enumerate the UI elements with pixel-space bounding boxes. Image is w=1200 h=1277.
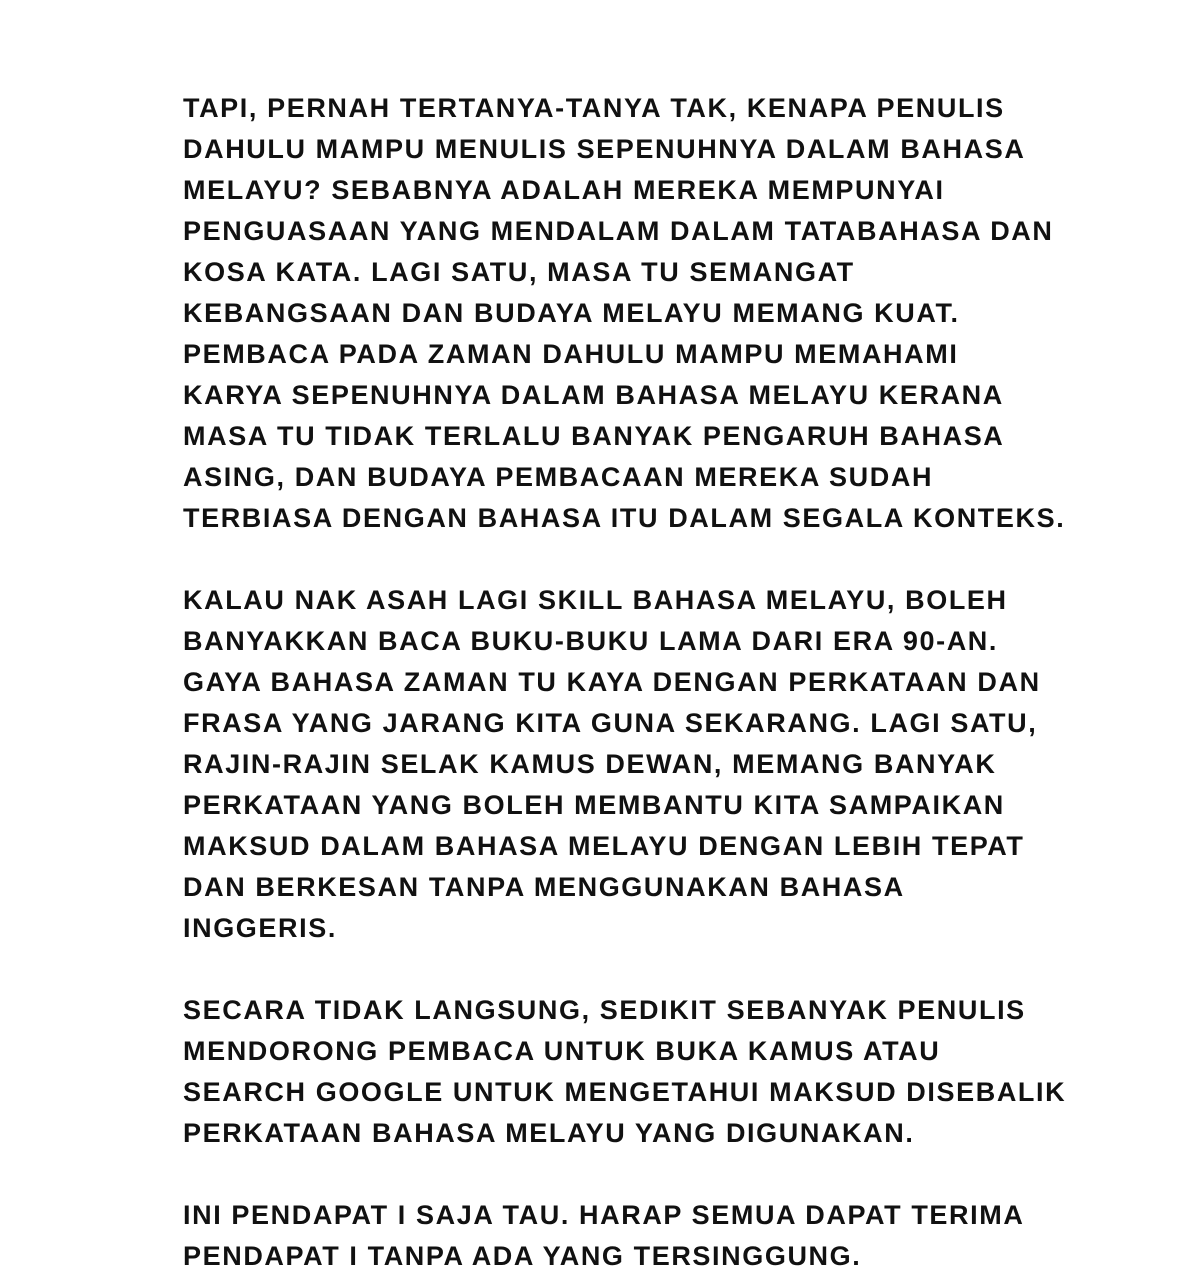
text-line: INI PENDAPAT I SAJA TAU. HARAP SEMUA DAPAT TERIMA: [183, 1200, 1025, 1230]
text-line: PENDAPAT I TANPA ADA YANG TERSINGGUNG.: [183, 1241, 862, 1271]
text-body: [183, 88, 1083, 1277]
text-line: PEMBACA PADA ZAMAN DAHULU MAMPU MEMAHAMI: [183, 339, 959, 369]
text-line: KEBANGSAAN DAN BUDAYA MELAYU MEMANG KUAT.: [183, 298, 960, 328]
text-line: DAN BERKESAN TANPA MENGGUNAKAN BAHASA: [183, 872, 905, 902]
paragraph-3: [183, 990, 1083, 1154]
paragraph-2: [183, 580, 1083, 949]
text-line: MENDORONG PEMBACA UNTUK BUKA KAMUS ATAU: [183, 1036, 941, 1066]
text-line: ASING, DAN BUDAYA PEMBACAAN MEREKA SUDAH: [183, 462, 934, 492]
text-line: DAHULU MAMPU MENULIS SEPENUHNYA DALAM BAHASA: [183, 134, 1026, 164]
paragraph-1: [183, 88, 1083, 539]
text-line: MELAYU? SEBABNYA ADALAH MEREKA MEMPUNYAI: [183, 175, 945, 205]
text-line: KARYA SEPENUHNYA DALAM BAHASA MELAYU KERANA: [183, 380, 1004, 410]
paragraph-4: [183, 1195, 1083, 1277]
text-line: SECARA TIDAK LANGSUNG, SEDIKIT SEBANYAK PENULIS: [183, 995, 1026, 1025]
text-line: RAJIN-RAJIN SELAK KAMUS DEWAN, MEMANG BANYAK: [183, 749, 997, 779]
text-line: TAPI, PERNAH TERTANYA-TANYA TAK, KENAPA PENULIS: [183, 93, 1005, 123]
text-line: PENGUASAAN YANG MENDALAM DALAM TATABAHASA DAN: [183, 216, 1054, 246]
text-line: KALAU NAK ASAH LAGI SKILL BAHASA MELAYU, BOLEH: [183, 585, 1008, 615]
text-line: GAYA BAHASA ZAMAN TU KAYA DENGAN PERKATAAN DAN: [183, 667, 1041, 697]
text-line: PERKATAAN YANG BOLEH MEMBANTU KITA SAMPAIKAN: [183, 790, 1005, 820]
text-line: MAKSUD DALAM BAHASA MELAYU DENGAN LEBIH TEPAT: [183, 831, 1025, 861]
text-line: KOSA KATA. LAGI SATU, MASA TU SEMANGAT: [183, 257, 855, 287]
text-line: PERKATAAN BAHASA MELAYU YANG DIGUNAKAN.: [183, 1118, 915, 1148]
text-line: INGGERIS.: [183, 913, 337, 943]
text-line: FRASA YANG JARANG KITA GUNA SEKARANG. LAGI SATU,: [183, 708, 1038, 738]
text-line: BANYAKKAN BACA BUKU-BUKU LAMA DARI ERA 90-AN.: [183, 626, 999, 656]
text-line: TERBIASA DENGAN BAHASA ITU DALAM SEGALA KONTEKS.: [183, 503, 1066, 533]
text-line: SEARCH GOOGLE UNTUK MENGETAHUI MAKSUD DISEBALIK: [183, 1077, 1067, 1107]
text-line: MASA TU TIDAK TERLALU BANYAK PENGARUH BAHASA: [183, 421, 1005, 451]
